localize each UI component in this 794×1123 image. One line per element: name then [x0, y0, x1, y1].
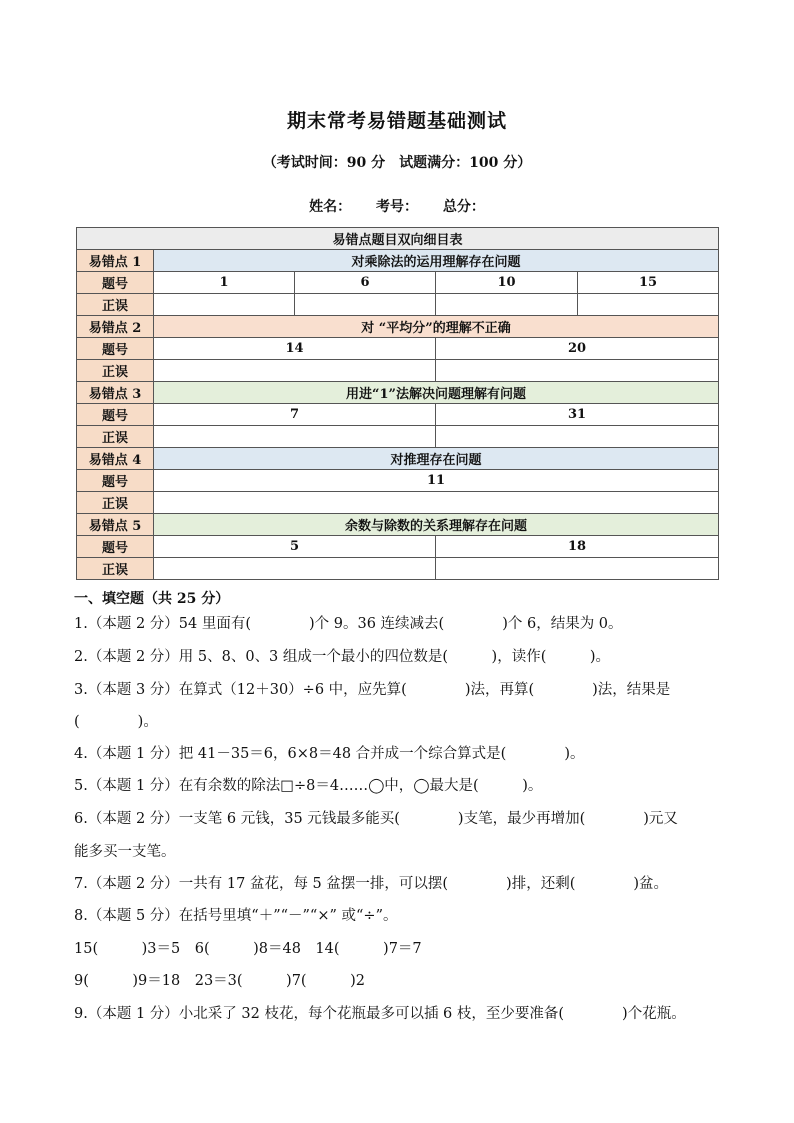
number-label: 题号 [77, 536, 154, 558]
result-label: 正误 [77, 558, 154, 580]
result-label: 正误 [77, 360, 154, 382]
question-number: 5 [154, 536, 436, 558]
question-number: 11 [154, 470, 719, 492]
question-line: 6.（本题 2 分）一支笔 6 元钱，35 元钱最多能买( )支笔，最少再增加( )元又 [74, 811, 678, 827]
result-cell[interactable] [436, 294, 578, 316]
error-point-label: 易错点 4 [77, 448, 154, 470]
result-cell[interactable] [154, 360, 436, 382]
student-info [0, 196, 794, 216]
question-line: 1.（本题 2 分）54 里面有( )个 9。36 连续减去( )个 6，结果为 0。 [74, 616, 623, 632]
section-heading: 一、填空题（共 25 分） [74, 591, 230, 607]
question-number: 18 [436, 536, 719, 558]
error-point-table [76, 227, 719, 580]
id-label: 考号： [376, 199, 418, 215]
error-point-topic: 对 “平均分”的理解不正确 [154, 316, 719, 338]
question-number: 31 [436, 404, 719, 426]
question-number: 7 [154, 404, 436, 426]
result-cell[interactable] [154, 492, 719, 514]
question-line: 9.（本题 1 分）小北采了 32 枝花，每个花瓶最多可以插 6 枝，至少要准备( )个花瓶。 [74, 1006, 686, 1022]
result-cell[interactable] [295, 294, 436, 316]
error-point-label: 易错点 3 [77, 382, 154, 404]
question-number: 15 [578, 272, 719, 294]
error-point-label: 易错点 2 [77, 316, 154, 338]
question-number: 20 [436, 338, 719, 360]
question-line: 7.（本题 2 分）一共有 17 盆花，每 5 盆摆一排，可以摆( )排，还剩( )盆。 [74, 876, 669, 892]
question-line: ( )。 [74, 714, 158, 730]
table-caption: 易错点题目双向细目表 [77, 228, 719, 250]
question-number: 10 [436, 272, 578, 294]
name-label: 姓名： [309, 199, 352, 215]
error-point-topic: 用进“1”法解决问题理解有问题 [154, 382, 719, 404]
question-number: 1 [154, 272, 295, 294]
number-label: 题号 [77, 404, 154, 426]
document-title: 期末常考易错题基础测试 [286, 110, 507, 132]
exam-info: （考试时间：90 分 试题满分：100 分） [262, 155, 532, 171]
error-point-label: 易错点 5 [77, 514, 154, 536]
result-cell[interactable] [154, 294, 295, 316]
number-label: 题号 [77, 338, 154, 360]
number-label: 题号 [77, 272, 154, 294]
error-point-topic: 对推理存在问题 [154, 448, 719, 470]
result-label: 正误 [77, 294, 154, 316]
result-cell[interactable] [436, 360, 719, 382]
result-label: 正误 [77, 492, 154, 514]
question-line: 5.（本题 1 分）在有余数的除法□÷8＝4……◯中，◯最大是( )。 [74, 778, 543, 794]
question-number: 14 [154, 338, 436, 360]
error-point-label: 易错点 1 [77, 250, 154, 272]
question-number: 6 [295, 272, 436, 294]
number-label: 题号 [77, 470, 154, 492]
question-line: 能多买一支笔。 [74, 844, 176, 860]
result-cell[interactable] [436, 558, 719, 580]
result-cell[interactable] [578, 294, 719, 316]
total-label: 总分： [442, 199, 485, 215]
question-line: 9( )9＝18 23＝3( )7( )2 [74, 973, 365, 989]
question-line: 3.（本题 3 分）在算式（12＋30）÷6 中，应先算( )法，再算( )法，结果是 [74, 682, 671, 698]
question-line: 8.（本题 5 分）在括号里填“＋”“－”“×” 或“÷”。 [74, 908, 398, 924]
result-cell[interactable] [154, 426, 436, 448]
error-point-topic: 余数与除数的关系理解存在问题 [154, 514, 719, 536]
question-line: 15( )3＝5 6( )8＝48 14( )7＝7 [74, 941, 422, 957]
question-line: 4.（本题 1 分）把 41－35＝6，6×8＝48 合并成一个综合算式是( )。 [74, 746, 585, 762]
result-cell[interactable] [154, 558, 436, 580]
result-label: 正误 [77, 426, 154, 448]
question-line: 2.（本题 2 分）用 5、8、0、3 组成一个最小的四位数是( )，读作( )。 [74, 649, 611, 665]
result-cell[interactable] [436, 426, 719, 448]
error-point-topic: 对乘除法的运用理解存在问题 [154, 250, 719, 272]
